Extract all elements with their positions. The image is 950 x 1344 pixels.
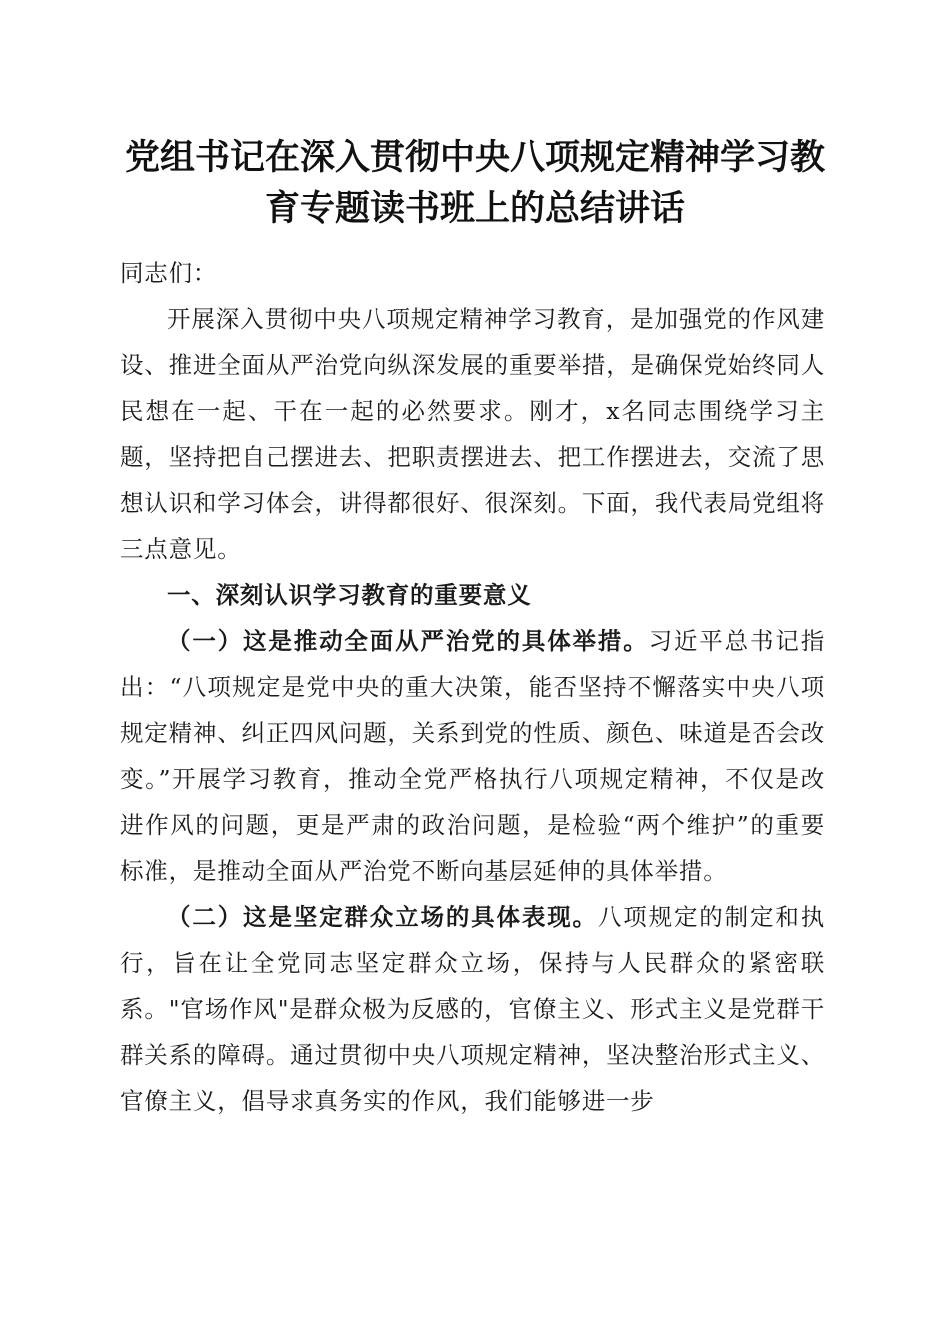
subsection-text-2: 八项规定的制定和执行，旨在让全党同志坚定群众立场，保持与人民群众的紧密联系。"官场作风"是群众极为反感的，官僚主义、形式主义是党群干群关系的障碍。通过贯彻中央八项规定精神，坚决整治形式主义、官僚主义，倡导求真务实的作风，我们能够进一步 [120,903,826,1115]
subsection-paragraph-1 [120,618,825,894]
salutation: 同志们： [120,259,218,287]
intro-paragraph: 开展深入贯彻中央八项规定精神学习教育，是加强党的作风建设、推进全面从严治党向纵深发展的重要举措，是确保党始终同人民想在一起、干在一起的必然要求。刚才，x名同志围绕学习主题，坚持把自己摆进去、把职责摆进去、把工作摆进去，交流了思想认识和学习体会，讲得都很好、很深刻。下面，我代表局党组将三点意见。 [120,305,825,563]
subsection-heading-2: （二）这是坚定群众立场的具体表现。 [167,903,598,931]
subsection-heading-1: （一）这是推动全面从严治党的具体举措。 [167,627,649,655]
document-title: 党组书记在深入贯彻中央八项规定精神学习教育专题读书班上的总结讲话 [124,137,825,229]
section-heading: 一、深刻认识学习教育的重要意义 [167,581,532,609]
subsection-paragraph-2 [120,894,825,1124]
subsection-text-1: 习近平总书记指出：“八项规定是党中央的重大决策，能否坚持不懈落实中央八项规定精神、纠正四风问题，关系到党的性质、颜色、味道是否会改变。”开展学习教育，推动全党严格执行八项规定精神，不仅是改进作风的问题，更是严肃的政治问题，是检验“两个维护”的重要标准，是推动全面从严治党不断向基层延伸的具体举措。 [120,627,825,885]
document-body [120,250,825,1124]
